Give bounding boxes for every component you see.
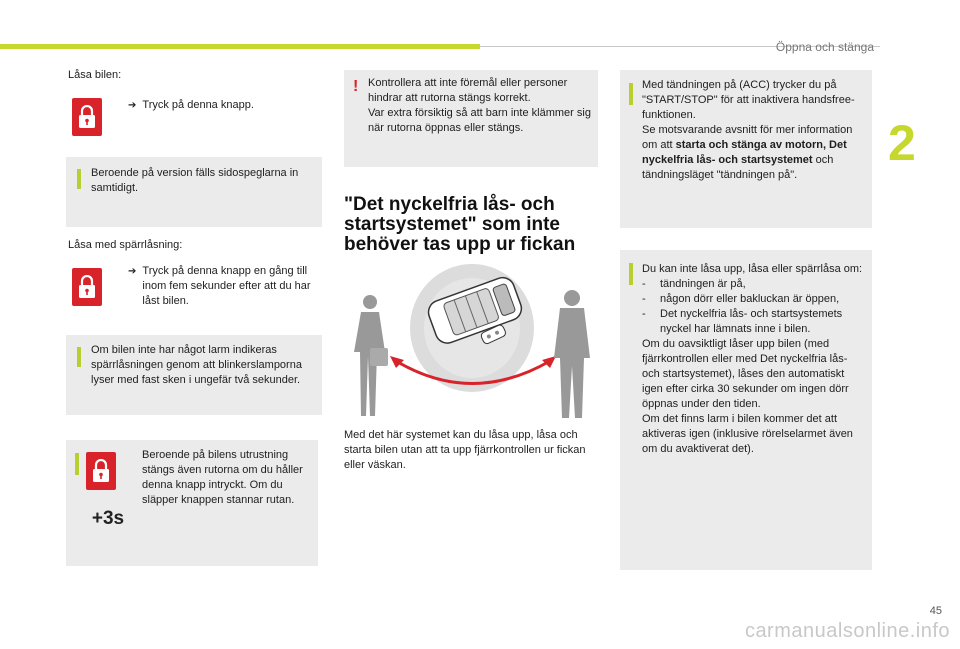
info-box-windows	[66, 440, 318, 566]
lock-button-icon	[72, 98, 102, 136]
arrow-bullet-icon: ➔	[128, 100, 137, 111]
padlock-icon	[92, 459, 110, 483]
info-text: Om bilen inte har något larm indikeras spärrlåsningen genom att blinkerslamporna lyser med fast sken i ungefär två sekunder.	[91, 344, 302, 386]
lock-label: Låsa bilen:	[68, 69, 122, 81]
warning-icon: !	[353, 78, 359, 95]
info-text: Med tändningen på (ACC) trycker du på "START/STOP" för att inaktivera handsfree-funktionen. Se motsvarande avsnitt för mer information om att starta och stänga av motorn, Det nyckelfria lås- och startsystemet och tändningsläget "tändningen på".	[642, 79, 855, 181]
warning-box	[344, 70, 598, 167]
lock-button-icon-2	[72, 268, 102, 306]
section-heading: "Det nyckelfria lås- och startsystemet" som inte behöver tas upp ur fickan	[344, 194, 576, 255]
section-title: Öppna och stänga	[775, 40, 874, 54]
hold-3s-badge: +3s	[91, 508, 125, 529]
info-text: Du kan inte låsa upp, låsa eller spärrlåsa om: - tändningen är på, - någon dörr eller bakluckan är öppen, - Det nyckelfria lås- och startsystemets nyckel har lämnats inne i bilen. Om du oavsiktligt låser upp bilen (med fjärrkontrollen eller med Det nyckelfria lås- och startsystemet), låses den automatiskt igen efter cirka 30 sekunder om ingen dörr öppnas under den tiden. Om det finns larm i bilen kommer det att aktiveras igen (inklusive rörelselarmet även om du avaktiverat det).	[642, 263, 863, 455]
keyless-illustration	[344, 256, 598, 418]
info-icon	[629, 263, 633, 285]
info-box-mirrors	[66, 157, 322, 227]
info-icon	[77, 169, 81, 189]
woman-figure-icon	[354, 295, 388, 416]
lock-button-icon-3	[86, 452, 116, 490]
info-box-deadlock	[66, 335, 322, 415]
arrow-bullet-icon: ➔	[128, 266, 137, 277]
step-1: ➔ Tryck på denna knapp.	[128, 99, 254, 111]
info-box-acc	[620, 70, 872, 228]
info-icon	[77, 347, 81, 367]
info-icon	[629, 83, 633, 105]
warning-text: Kontrollera att inte föremål eller personer hindrar att rutorna stängs korrekt. Var extra försiktig så att barn inte klämmer sig när rutorna öppnas eller stängs.	[368, 77, 591, 134]
padlock-icon	[78, 275, 96, 299]
info-icon	[75, 453, 79, 475]
watermark: carmanualsonline.info	[744, 620, 950, 642]
deadlock-label: Låsa med spärrlåsning:	[68, 239, 183, 251]
page-number: 45	[929, 605, 942, 617]
info-box-lock-conditions	[620, 250, 872, 570]
info-text: Beroende på version fälls sidospeglarna in samtidigt.	[91, 167, 299, 194]
step-2: ➔ Tryck på denna knapp en gång till inom fem sekunder efter att du har låst bilen.	[128, 265, 311, 307]
man-figure-icon	[554, 290, 590, 418]
padlock-icon	[78, 105, 96, 129]
chapter-number: 2	[888, 115, 916, 171]
keyless-caption: Med det här systemet kan du låsa upp, låsa och starta bilen utan att ta upp fjärrkontrollen ur fickan eller väskan.	[344, 429, 586, 471]
info-text: Beroende på bilens utrustning stängs även rutorna om du håller denna knapp intryckt. Om du släpper knappen stannar rutan.	[142, 449, 303, 506]
